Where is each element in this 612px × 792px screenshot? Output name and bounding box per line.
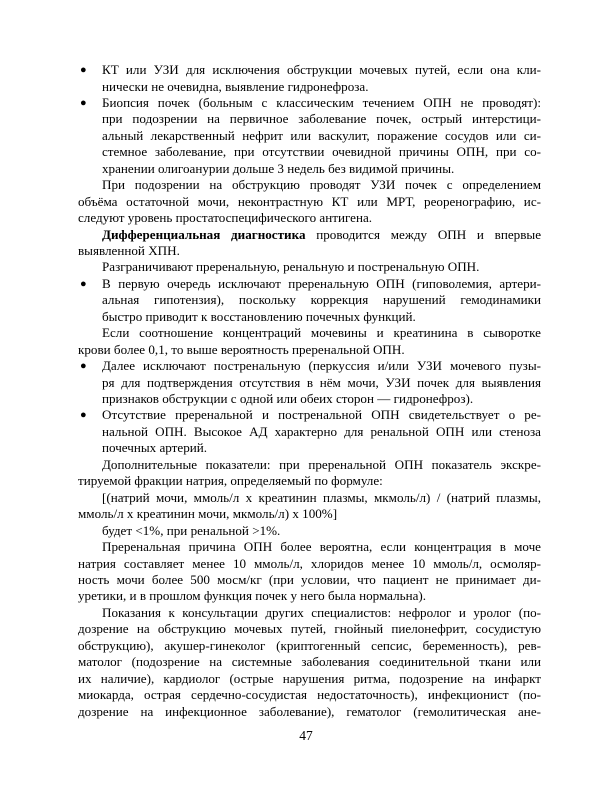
text-line <box>0 556 612 572</box>
bullet-icon: ● <box>80 64 87 76</box>
line-text: натрия составляет менее 10 ммоль/л, хлоридов менее 10 ммоль/л, осмоляр- <box>78 555 541 571</box>
line-text: Дифференциальная диагностика проводится между ОПН и впервые <box>102 226 542 242</box>
text-line <box>0 161 612 177</box>
text-line <box>0 243 612 259</box>
text-line <box>0 144 612 160</box>
bullet-icon: ● <box>80 360 87 373</box>
text-line <box>0 194 612 210</box>
text-line <box>0 621 612 637</box>
page-number: 47 <box>299 728 313 743</box>
text-line <box>0 342 612 358</box>
text-line <box>0 177 612 193</box>
line-text: КТ или УЗИ для исключения обструкции мочевых путей, если она кли- <box>102 62 541 77</box>
line-text: дозрение на инфекционное заболевание), гематолог (гемолитическая ане- <box>78 703 541 719</box>
line-text: при подозрении на первичное заболевание почек, острый интерстици- <box>102 111 541 127</box>
line-text: обструкцию), акушер-гинеколог (криптогенный сепсис, беременность), рев- <box>78 637 541 653</box>
line-text: стемное заболевание, при отсутствии очевидной причины ОПН, при со- <box>102 144 541 160</box>
text-line <box>0 457 612 473</box>
bold-term: Дифференциальная диагностика <box>102 226 306 242</box>
text-line <box>0 424 612 440</box>
line-text: ность мочи более 500 мосм/кг (при условии, что пациент не принимает ди- <box>78 572 541 587</box>
line-text: Преренальная причина ОПН более вероятна, если концентрация в моче <box>102 539 541 554</box>
text-line <box>0 687 612 703</box>
text-line <box>0 358 612 374</box>
bullet-icon: ● <box>80 277 87 290</box>
text-line <box>0 605 612 621</box>
line-text: Показания к консультации других специалистов: нефролог и уролог (по- <box>102 604 541 620</box>
text-line <box>0 111 612 127</box>
text-line <box>0 473 612 489</box>
text-line <box>0 523 612 539</box>
text-line <box>0 391 612 407</box>
line-text: матолог (подозрение на системные заболевания соединительной ткани или <box>78 654 541 670</box>
text-line <box>0 671 612 687</box>
line-text: уретики, и в прошлом функция почек у него была нормальна). <box>78 588 427 604</box>
line-text: миокарда, острая сердечно-сосудистая недостаточность), инфекционист (по- <box>78 687 541 703</box>
line-text: альная гипотензия), поскольку коррекция нарушений гемодинамики <box>102 292 541 308</box>
text-line <box>0 128 612 144</box>
line-text: Далее исключают постренальную (перкуссия и/или УЗИ мочевого пузы- <box>102 358 541 374</box>
line-text: следуют уровень простатоспецифического антигена. <box>78 210 373 225</box>
line-text: хранении олигоанурии дольше 3 недель без видимой причины. <box>102 160 455 176</box>
text-line <box>0 276 612 292</box>
text-line <box>0 638 612 654</box>
line-text: В первую очередь исключают преренальную ОПН (гиповолемия, артери- <box>102 275 541 291</box>
line-text: признаков обструкции с одной или обеих сторон — гидронефроз). <box>102 391 474 406</box>
text-line <box>0 572 612 588</box>
text-line <box>0 259 612 275</box>
text-line <box>0 227 612 243</box>
line-text: крови более 0,1, то выше вероятность преренальной ОПН. <box>78 341 405 357</box>
text-line <box>0 407 612 423</box>
text-line <box>0 210 612 226</box>
line-text: Отсутствие преренальной и постренальной ОПН свидетельствует о ре- <box>102 407 541 423</box>
bullet-icon: ● <box>80 96 87 109</box>
text-line <box>0 704 612 720</box>
line-text: почечных артерий. <box>102 440 208 456</box>
line-text: нически не очевидна, выявление гидронефроза. <box>102 78 369 94</box>
text-line <box>0 654 612 670</box>
text-line <box>0 62 612 78</box>
line-text: Разграничивают преренальную, ренальную и постренальную ОПН. <box>102 259 480 275</box>
line-text: тируемой фракции натрия, определяемый по формуле: <box>78 473 383 489</box>
line-text: нальной ОПН. Высокое АД характерно для ренальной ОПН или стеноза <box>102 423 541 439</box>
text-line <box>0 95 612 111</box>
text-line <box>0 440 612 456</box>
line-text: их наличие), кардиолог (острые нарушения ритма, подозрение на инфаркт <box>78 670 541 686</box>
line-text: При подозрении на обструкцию проводят УЗИ почек с определением <box>102 177 541 193</box>
text-line <box>0 588 612 604</box>
line-text: Биопсия почек (больным с классическим течением ОПН не проводят): <box>102 94 541 110</box>
text-line <box>0 375 612 391</box>
line-text: Дополнительные показатели: при преренальной ОПН показатель экскре- <box>102 456 541 472</box>
line-text: Если соотношение концентраций мочевины и креатинина в сыворотке <box>102 325 541 341</box>
line-text: ммоль/л х креатинин мочи, мкмоль/л) х 100%] <box>78 506 338 522</box>
text-line <box>0 309 612 325</box>
text-line <box>0 325 612 341</box>
text-line <box>0 539 612 555</box>
line-text: будет <1%, при ренальной >1%. <box>102 522 281 538</box>
line-text: ря для подтверждения отсутствия в нём мочи, УЗИ почек для выявления <box>102 374 541 390</box>
line-text: выявленной ХПН. <box>78 242 180 258</box>
text-line <box>0 292 612 308</box>
line-text: дозрение на обструкцию мочевых путей, гнойный пиелонефрит, сосудистую <box>78 621 541 637</box>
line-text: быстро приводит к восстановлению почечных функций. <box>102 308 416 324</box>
text-line <box>0 79 612 95</box>
text-line <box>0 490 612 506</box>
text-line <box>0 506 612 522</box>
bullet-icon: ● <box>80 409 87 422</box>
line-text: объёма остаточной мочи, неконтрастную КТ или МРТ, реоренографию, ис- <box>78 193 541 209</box>
line-text: альный лекарственный нефрит или васкулит, поражение сосудов или си- <box>102 127 541 143</box>
line-text: [(натрий мочи, ммоль/л х креатинин плазмы, мкмоль/л) / (натрий плазмы, <box>102 489 541 505</box>
